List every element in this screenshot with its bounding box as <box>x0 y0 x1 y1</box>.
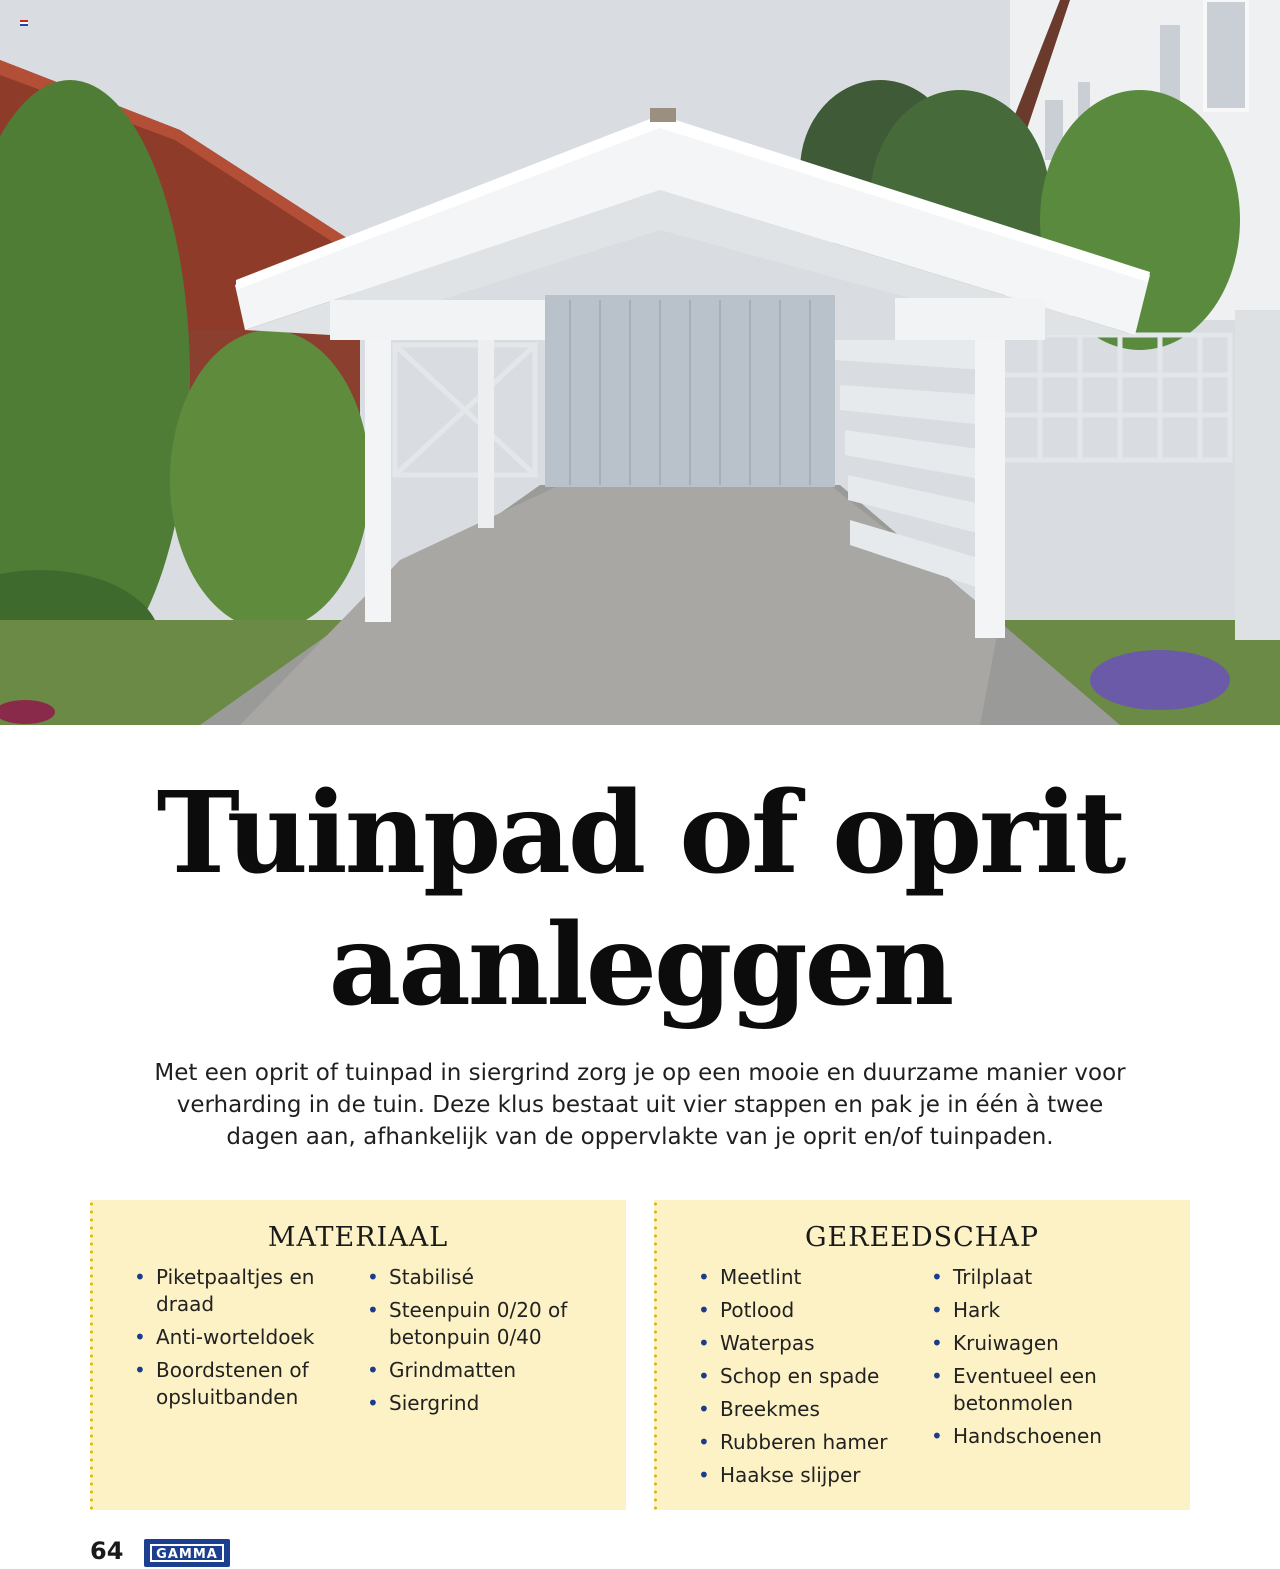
page-title <box>0 768 1280 1032</box>
page-title-line-1: Tuinpad of oprit <box>156 768 1124 899</box>
list-item: • Haakse slijper <box>696 1462 906 1489</box>
list-item: • Potlood <box>696 1297 906 1324</box>
gereedschap-list-col1 <box>696 1264 906 1495</box>
materiaal-heading: MATERIAAL <box>267 1222 449 1253</box>
gereedschap-heading: GEREEDSCHAP <box>804 1222 1040 1253</box>
intro-paragraph: Met een oprit of tuinpad in siergrind zorg je op een mooie en duurzame manier voor verharding in de tuin. Deze klus bestaat uit vier stappen en pak je in één à twee dagen aan, afhankelijk van de oppervlakte van je oprit en/of tuinpaden. <box>154 1060 1126 1150</box>
list-item: • Boordstenen of opsluitbanden <box>132 1357 332 1411</box>
materiaal-list-col2 <box>365 1264 595 1423</box>
list-item: • Eventueel een betonmolen <box>929 1363 1159 1417</box>
list-item: • Breekmes <box>696 1396 906 1423</box>
list-item: • Anti-worteldoek <box>132 1324 332 1351</box>
list-item: • Trilplaat <box>929 1264 1159 1291</box>
materiaal-box <box>90 1200 626 1510</box>
hero-photo-carport <box>0 0 1280 725</box>
flag-icon <box>20 20 28 26</box>
list-item: • Handschoenen <box>929 1423 1159 1450</box>
gereedschap-list-col2 <box>929 1264 1159 1456</box>
list-item: • Waterpas <box>696 1330 906 1357</box>
list-item: • Steenpuin 0/20 of betonpuin 0/40 <box>365 1297 595 1351</box>
list-item: • Siergrind <box>365 1390 595 1417</box>
list-item: • Schop en spade <box>696 1363 906 1390</box>
materiaal-list-col1 <box>132 1264 332 1417</box>
gamma-logo <box>144 1539 230 1567</box>
list-item: • Kruiwagen <box>929 1330 1159 1357</box>
page-title-line-2: aanleggen <box>328 900 952 1031</box>
gereedschap-box <box>654 1200 1190 1510</box>
list-item: • Stabilisé <box>365 1264 595 1291</box>
list-item: • Hark <box>929 1297 1159 1324</box>
page-number: 64 <box>90 1537 124 1565</box>
list-item: • Piketpaaltjes en draad <box>132 1264 332 1318</box>
list-item: • Rubberen hamer <box>696 1429 906 1456</box>
gamma-logo-text: GAMMA <box>150 1544 224 1562</box>
list-item: • Grindmatten <box>365 1357 595 1384</box>
list-item: • Meetlint <box>696 1264 906 1291</box>
